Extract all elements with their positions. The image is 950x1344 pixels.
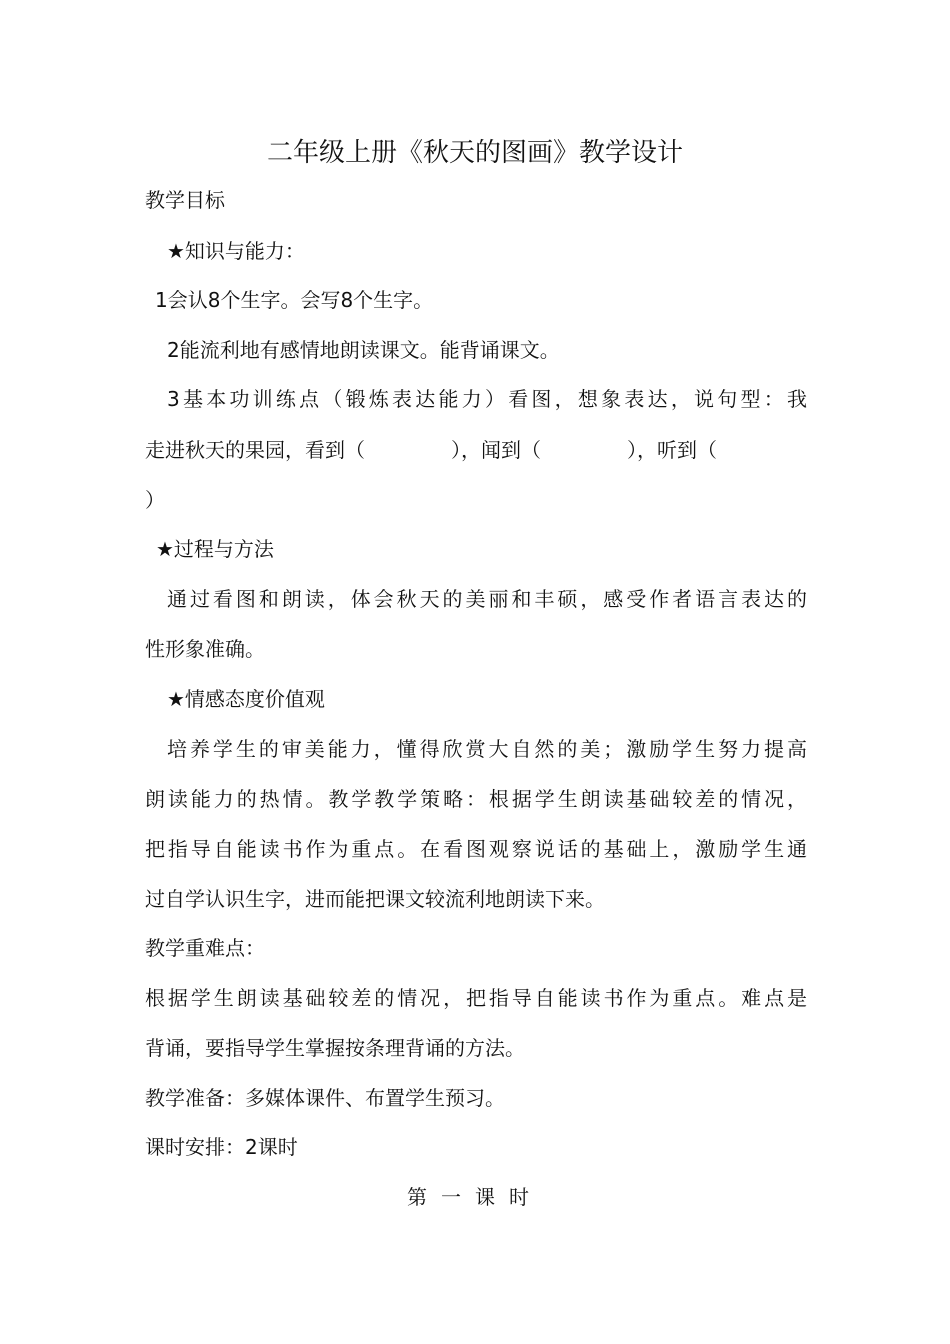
sentence-pattern-part-2: ），闻到（ [451,438,541,462]
process-method-line-1: 通过看图和朗读，体会秋天的美丽和丰硕，感受作者语言表达的 [167,587,807,611]
sentence-pattern-part-3: ），听到（ [627,438,717,462]
teaching-preparation: 教学准备：多媒体课件、布置学生预习。 [145,1086,505,1110]
first-lesson-heading: 第一课时 [407,1185,543,1209]
emotion-values-line-2: 朗读能力的热情。教学教学策略：根据学生朗读基础较差的情况， [145,787,807,811]
process-method-line-2: 性形象准确。 [145,637,265,661]
emotion-values-heading: ★情感态度价值观 [167,687,325,711]
goal-item-2: 2能流利地有感情地朗读课文。能背诵课文。 [167,338,560,362]
key-difficulty-heading: 教学重难点： [145,936,265,960]
process-method-heading: ★过程与方法 [156,537,274,561]
goal-item-3-line-2 [145,436,807,464]
goal-item-3-line-3: ） [145,488,165,512]
goal-item-1: 1会认8个生字。会写8个生字。 [155,288,434,312]
emotion-values-line-3: 把指导自能读书作为重点。在看图观察说话的基础上，激励学生通 [145,837,807,861]
emotion-values-line-4: 过自学认识生字，进而能把课文较流利地朗读下来。 [145,887,605,911]
goal-item-3-line-1: 3基本功训练点（锻炼表达能力）看图，想象表达，说句型：我 [167,387,807,411]
knowledge-ability-heading: ★知识与能力： [167,239,305,263]
section-heading-teaching-goals: 教学目标 [145,188,225,212]
key-difficulty-line-2: 背诵，要指导学生掌握按条理背诵的方法。 [145,1036,525,1060]
key-difficulty-line-1: 根据学生朗读基础较差的情况，把指导自能读书作为重点。难点是 [145,986,807,1010]
sentence-pattern-part-1: 走进秋天的果园，看到（ [145,438,365,462]
class-schedule: 课时安排：2课时 [145,1135,298,1159]
emotion-values-line-1: 培养学生的审美能力，懂得欣赏大自然的美；激励学生努力提高 [167,737,807,761]
document-title: 二年级上册《秋天的图画》教学设计 [266,138,683,168]
